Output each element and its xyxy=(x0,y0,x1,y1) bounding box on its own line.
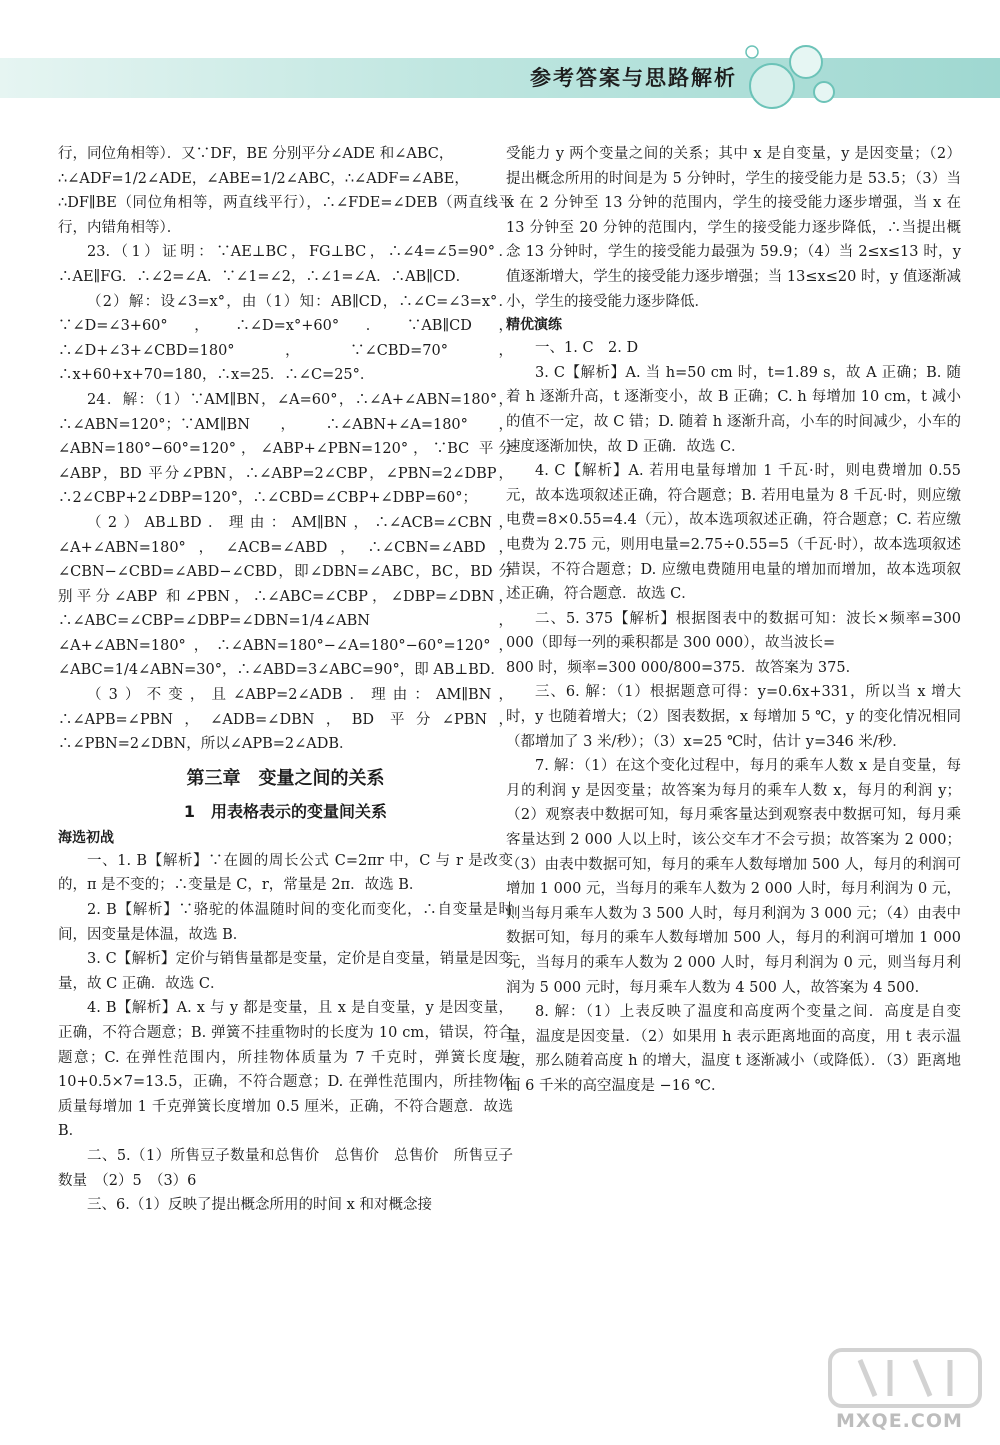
page-header-title: 参考答案与思路解析 xyxy=(530,66,737,90)
right-column xyxy=(506,142,961,1099)
subhead-haixuan: 海选初战 xyxy=(58,829,114,846)
answer-24-part3: （3）不变，且∠ABP=2∠ADB．理由：AM∥BN，∴∠APB=∠PBN，∠ADB=∠DBN，BD 平分∠PBN，∴∠PBN=2∠DBN，所以∠APB=2∠ADB． xyxy=(58,687,513,753)
answer-5-frequency: 800 时，频率=300 000/800=375．故答案为 375． xyxy=(506,659,861,676)
answer-2: 2. B【解析】∵骆驼的体温随时间的变化而变化，∴自变量是时间，因变量是体温，故选 B． xyxy=(58,902,513,943)
answer-8: 8. 解：（1）上表反映了温度和高度两个变量之间．高度是自变量，温度是因变量．（2）如果用 h 表示距离地面的高度，用 t 表示温度，那么随着高度 h 的增大，温度 t 逐渐减小（或降低）．（3）距离地面 6 千米的高空温度是 −16 ℃． xyxy=(506,1004,961,1094)
left-column xyxy=(58,142,513,1218)
answer-23-part1: 23.（1）证明：∵AE⊥BC，FG⊥BC，∴∠4=∠5=90°．∴AE∥FG．∴∠2=∠A．∵∠1=∠2，∴∠1=∠A．∴AB∥CD． xyxy=(58,244,513,285)
answer-24-part2: （2）AB⊥BD．理由：AM∥BN，∴∠ACB=∠CBN，∠A+∠ABN=180°，∠ACB=∠ABD，∴∠CBN=∠ABD，∠CBN−∠CBD=∠ABD−∠CBD，即∠DBN=∠ABC，BC，BD 分别平分∠ABP 和∠PBN，∴∠ABC=∠CBP，∠DBP=∠DBN，∴∠ABC=∠CBP=∠DBP=∠DBN=1/4∠ABN，∠A+∠ABN=180°，∴∠ABN=180°−∠A=180°−60°=120°，∠ABC=1/4∠ABN=30°，∴∠ABD=3∠ABC=90°，即 AB⊥BD． xyxy=(58,514,513,679)
answer-6-start: 三、6.（1）反映了提出概念所用的时间 x 和对概念接 xyxy=(87,1197,432,1214)
header-band xyxy=(0,58,1000,98)
paragraph: ∴DF∥BE（同位角相等，两直线平行），∴∠FDE=∠DEB（两直线平行，内错角相等）． xyxy=(58,195,513,236)
answer-6: 三、6. 解：（1）根据题意可得：y=0.6x+331，所以当 x 增大时，y 也随着增大；（2）图表数据，x 每增加 5 ℃，y 的变化情况相同（都增加了 3 米/秒）；（3）x=25 ℃时，估计 y=346 米/秒． xyxy=(506,684,961,750)
answer-7: 7. 解：（1）在这个变化过程中，每月的乘车人数 x 是自变量，每月的利润 y 是因变量；故答案为每月的乘车人数 x，每月的利润 y；（2）观察表中数据可知，每月乘客量达到观察表中数据可知，每月乘客量达到 2 000 人以上时，该公交车才不会亏损；故答案为 2 000；（3）由表中数据可知，每月的乘车人数每增加 500 人，每月的利润可增加 1 000 元，当每月的乘车人数为 2 000 人时，每月利润为 0 元，则当每月乘车人数为 3 500 人时，每月利润为 3 000 元；（4）由表中数据可知，每月的乘车人数每增加 500 人，每月的利润可增加 1 000 元，当每月的乘车人数为 2 000 人时，每月利润为 0 元，则当每月利润为 5 000 元时，每月乘车人数为 4 500 人，故答案为 4 500． xyxy=(506,758,961,996)
answer-23-part2: （2）解：设∠3=x°，由（1）知：AB∥CD，∴∠C=∠3=x°．∵∠D=∠3+60°，∴∠D=x°+60°．∵AB∥CD，∴∠D+∠3+∠CBD=180°，∵∠CBD=70°，∴x+60+x+70=180，∴x=25．∴∠C=25°． xyxy=(58,293,513,384)
answer-1: 一、1. B【解析】∵在圆的周长公式 C=2πr 中，C 与 r 是改变的，π 是不变的；∴变量是 C，r，常量是 2π．故选 B． xyxy=(58,852,513,894)
answer-4: 4. C【解析】A. 若用电量每增加 1 千瓦·时，则电费增加 0.55 元，故本选项叙述正确，符合题意；B. 若用电量为 8 千瓦·时，则应缴电费=8×0.55=4.4（元），故本选项叙述正确，符合题意；C. 若应缴电费为 2.75 元，则用电量=2.75÷0.55=5（千瓦·时），故本选项叙述错误，不符合题意；D. 应缴电费随用电量的增加而增加，故本选项叙述正确，符合题意．故选 C． xyxy=(506,463,961,603)
subhead-jingyou: 精优演练 xyxy=(506,317,562,334)
section-title: 1 用表格表示的变量间关系 xyxy=(183,801,388,821)
answer-4: 4. B【解析】A. x 与 y 都是变量，且 x 是自变量，y 是因变量，正确，不符合题意；B. 弹簧不挂重物时的长度为 10 cm，错误，符合题意；C. 在弹性范围内，所挂物体质量为 7 千克时，弹簧长度是 10+0.5×7=13.5，正确，不符合题意；D. 在弹性范围内，所挂物体质量每增加 1 千克弹簧长度增加 0.5 厘米，正确，不符合题意．故选 B． xyxy=(58,1000,513,1140)
bubbles-decoration-icon xyxy=(738,34,838,114)
chapter-title: 第三章 变量之间的关系 xyxy=(186,767,385,789)
answer-3: 3. C【解析】A. 当 h=50 cm 时，t=1.89 s，故 A 正确；B. 随着 h 逐渐升高，t 逐渐变小，故 B 正确；C. h 每增加 10 cm，t 减小的值不一定，故 C 错；D. 随着 h 逐渐升高，小车的时间减少，小车的速度逐渐加快，故 D 正确．故选 C． xyxy=(506,364,961,455)
paragraph: ∴∠ADF=1/2∠ADE，∠ABE=1/2∠ABC，∴∠ADF=∠ABE， xyxy=(58,170,469,187)
answer-3: 3. C【解析】定价与销售量都是变量，定价是自变量，销量是因变量，故 C 正确．故选 C． xyxy=(58,951,513,992)
answer-5: 二、5. 375【解析】根据图表中的数据可知：波长×频率=300 000（即每一列的乘积都是 300 000），故当波长= xyxy=(506,610,961,652)
answer-24-part1: 24．解：（1）∵AM∥BN，∠A=60°，∴∠A+∠ABN=180°，∴∠ABN=120°；∵AM∥BN，∴∠ABN+∠A=180°，∠ABN=180°−60°=120°，∠ABP+∠PBN=120°，∵BC 平分∠ABP，BD 平分∠PBN，∴∠ABP=2∠CBP，∠PBN=2∠DBP，∴2∠CBP+2∠DBP=120°，∴∠CBD=∠CBP+∠DBP=60°； xyxy=(58,391,513,507)
answer-5: 二、5.（1）所售豆子数量和总售价 总售价 总售价 所售豆子数量 （2）5 （3）6 xyxy=(58,1147,513,1189)
answer-6-continued: 受能力 y 两个变量之间的关系；其中 x 是自变量，y 是因变量；（2）提出概念所用的时间是为 5 分钟时，学生的接受能力是 53.5；（3）当 x 在 2 分钟至 13 分钟的范围内，学生的接受能力逐步增强，当 x 在 13 分钟至 20 分钟的范围内，学生的接受能力逐步降低，∴当提出概念 13 分钟时，学生的接受能力最强为 59.9；（4）当 2≤x≤13 时，y 值逐渐增大，学生的接受能力逐步增强；当 13≤x≤20 时，y 值逐渐减小，学生的接受能力逐步降低． xyxy=(506,146,961,310)
watermark-text: MXQE.COM xyxy=(836,1410,963,1432)
answer-1-2: 一、1. C 2. D xyxy=(535,340,639,357)
paragraph: 行，同位角相等）．又∵DF，BE 分别平分∠ADE 和∠ABC， xyxy=(58,146,454,162)
